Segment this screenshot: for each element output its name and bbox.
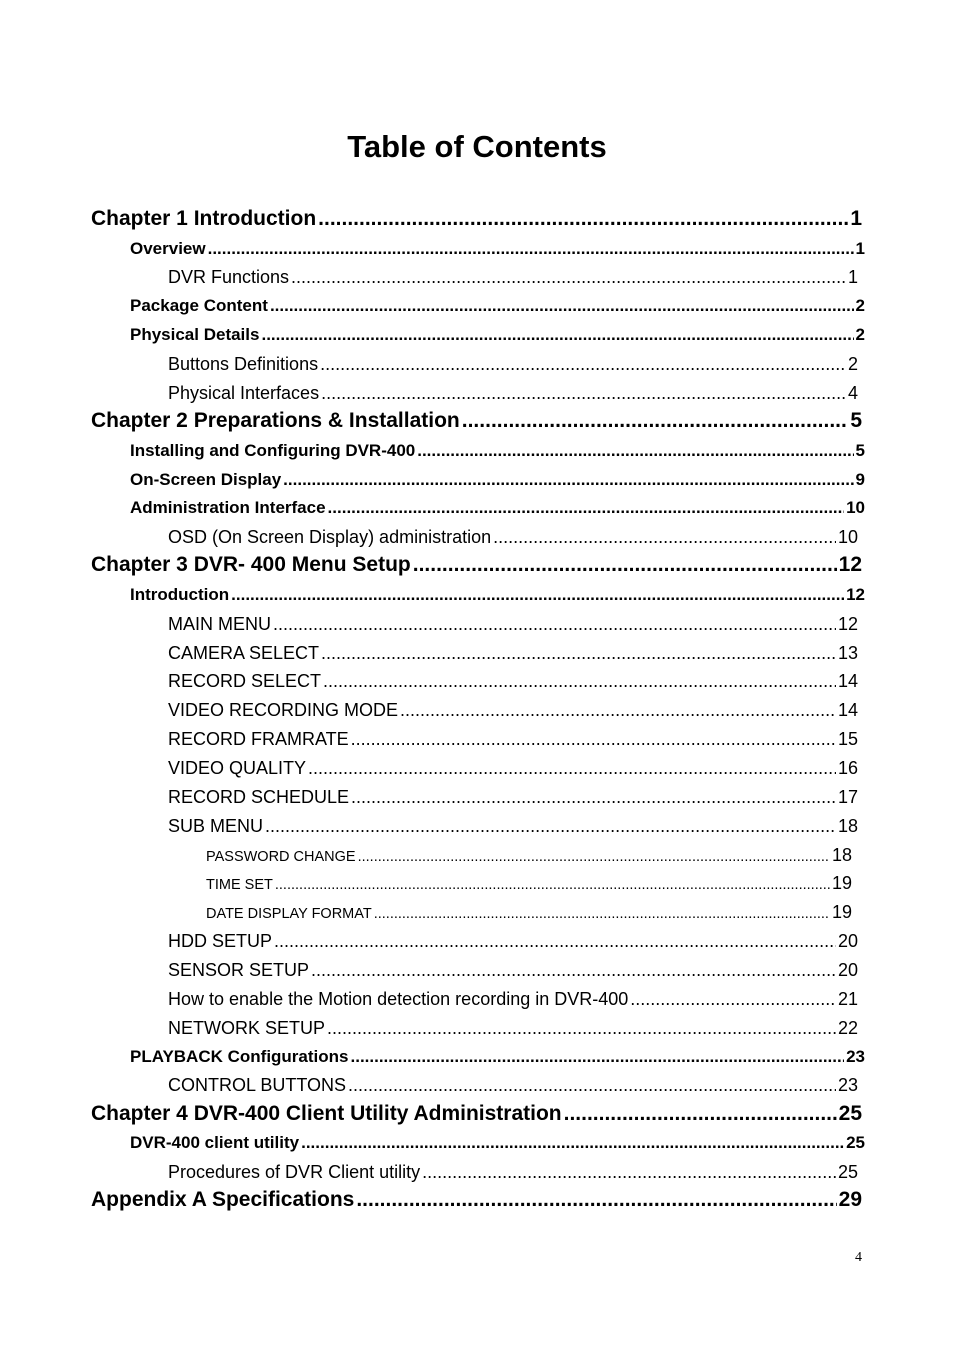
toc-subsection[interactable] <box>168 669 858 693</box>
toc-entry-page: 14 <box>837 671 858 691</box>
toc-entry-label: Installing and Configuring DVR-400 <box>130 441 416 460</box>
toc-entry-label: Administration Interface <box>130 498 326 517</box>
toc-subsection[interactable] <box>168 381 858 405</box>
toc-entry-page: 15 <box>837 729 858 749</box>
toc-entry-label: Introduction <box>130 585 230 604</box>
toc-entry-page: 10 <box>837 527 858 547</box>
toc-entry-label: DVR-400 client utility <box>130 1133 300 1152</box>
toc-subsection[interactable] <box>168 785 858 809</box>
dot-leader <box>270 294 854 318</box>
dot-leader <box>462 407 849 435</box>
toc-entry-label: Chapter 4 DVR-400 Client Utility Administration <box>91 1102 562 1125</box>
toc-appendix[interactable] <box>91 1186 862 1214</box>
toc-entry-page: 25 <box>838 1102 862 1125</box>
dot-leader <box>374 902 830 924</box>
dot-leader <box>261 323 853 347</box>
dot-leader <box>400 698 836 722</box>
toc-subsection[interactable] <box>168 814 858 838</box>
dot-leader <box>301 1131 844 1155</box>
toc-entry-page: 12 <box>838 553 862 576</box>
toc-entry-page: 4 <box>847 383 858 403</box>
dot-leader <box>356 1186 836 1214</box>
toc-entry-page: 23 <box>846 1047 865 1066</box>
toc-subsection[interactable] <box>168 1160 858 1184</box>
toc-entry-page: 18 <box>837 816 858 836</box>
toc-entry-page: 21 <box>837 989 858 1009</box>
toc-subsection[interactable] <box>168 929 858 953</box>
toc-entry-page: 20 <box>837 960 858 980</box>
toc-entry-label: PASSWORD CHANGE <box>206 849 356 865</box>
toc-section[interactable] <box>130 323 865 347</box>
toc-entry-page: 9 <box>855 470 865 489</box>
toc-chapter[interactable] <box>91 205 862 233</box>
dot-leader <box>327 1016 836 1040</box>
toc-entry-label: HDD SETUP <box>168 931 273 951</box>
toc-entry-label: RECORD FRAMRATE <box>168 729 349 749</box>
toc-entry-page: 12 <box>846 585 865 604</box>
toc-entry-page: 23 <box>837 1075 858 1095</box>
toc-section[interactable] <box>130 237 865 261</box>
toc-entry-page: 22 <box>837 1018 858 1038</box>
dot-leader <box>275 873 830 895</box>
dot-leader <box>351 727 836 751</box>
toc-section[interactable] <box>130 583 865 607</box>
dot-leader <box>493 525 836 549</box>
toc-entry-page: 20 <box>837 931 858 951</box>
toc-entry-page: 1 <box>855 239 865 258</box>
dot-leader <box>311 958 836 982</box>
toc-entry-label: RECORD SELECT <box>168 671 322 691</box>
dot-leader <box>351 785 836 809</box>
toc-subsection[interactable] <box>168 1073 858 1097</box>
toc-entry-label: CAMERA SELECT <box>168 643 320 663</box>
page-title: Table of Contents <box>347 129 607 164</box>
dot-leader <box>358 845 830 867</box>
dot-leader <box>417 439 853 463</box>
dot-leader <box>321 641 836 665</box>
toc-entry-label: NETWORK SETUP <box>168 1018 326 1038</box>
dot-leader <box>328 496 845 520</box>
toc-section[interactable] <box>130 496 865 520</box>
dot-leader <box>208 237 854 261</box>
toc-entry-label: TIME SET <box>206 877 273 893</box>
toc-entry-label: SUB MENU <box>168 816 264 836</box>
toc-subsubsection[interactable] <box>206 843 852 867</box>
toc-subsubsection[interactable] <box>206 871 852 895</box>
page-number: 4 <box>855 1250 862 1265</box>
dot-leader <box>273 612 836 636</box>
dot-leader <box>321 381 846 405</box>
dot-leader <box>318 205 848 233</box>
toc-entry-label: VIDEO RECORDING MODE <box>168 700 399 720</box>
toc-section[interactable] <box>130 294 865 318</box>
toc-subsection[interactable] <box>168 958 858 982</box>
toc-entry-page: 2 <box>847 354 858 374</box>
toc-entry-page: 19 <box>831 873 852 893</box>
toc-entry-page: 17 <box>837 787 858 807</box>
toc-entry-page: 1 <box>850 207 862 230</box>
toc-entry-label: Physical Details <box>130 325 260 344</box>
toc-entry-page: 5 <box>855 441 865 460</box>
toc-entry-page: 1 <box>847 267 858 287</box>
toc-entry-page: 2 <box>855 325 865 344</box>
toc-entry-label: DVR Functions <box>168 267 290 287</box>
toc-entry-label: Overview <box>130 239 206 258</box>
toc-subsection[interactable] <box>168 756 858 780</box>
toc-subsubsection[interactable] <box>206 900 852 924</box>
dot-leader <box>320 352 846 376</box>
toc-entry-label: Package Content <box>130 296 268 315</box>
toc-section[interactable] <box>130 1131 865 1155</box>
dot-leader <box>231 583 844 607</box>
toc-entry-page: 12 <box>837 614 858 634</box>
toc-entry-label: Appendix A Specifications <box>91 1188 355 1211</box>
toc-entry-label: How to enable the Motion detection recording in DVR-400 <box>168 989 629 1009</box>
toc-entry-label: RECORD SCHEDULE <box>168 787 350 807</box>
dot-leader <box>630 987 836 1011</box>
toc-entry-page: 18 <box>831 845 852 865</box>
toc-entry-label: OSD (On Screen Display) administration <box>168 527 492 547</box>
toc-entry-page: 29 <box>838 1188 862 1211</box>
toc-entry-label: Procedures of DVR Client utility <box>168 1162 421 1182</box>
toc-subsection[interactable] <box>168 987 858 1011</box>
dot-leader <box>564 1100 837 1128</box>
toc-entry-label: CONTROL BUTTONS <box>168 1075 347 1095</box>
toc-entry-page: 5 <box>850 409 862 432</box>
toc-chapter[interactable] <box>91 1100 862 1128</box>
toc-entry-label: Physical Interfaces <box>168 383 320 403</box>
toc-entry-page: 19 <box>831 902 852 922</box>
toc-entry-page: 25 <box>846 1133 865 1152</box>
dot-leader <box>351 1045 845 1069</box>
toc-subsection[interactable] <box>168 352 858 376</box>
toc-entry-page: 13 <box>837 643 858 663</box>
toc-entry-label: DATE DISPLAY FORMAT <box>206 906 372 922</box>
toc-entry-label: VIDEO QUALITY <box>168 758 307 778</box>
toc-chapter[interactable] <box>91 407 862 435</box>
toc-entry-label: On-Screen Display <box>130 470 282 489</box>
dot-leader <box>308 756 836 780</box>
toc-chapter[interactable] <box>91 551 862 579</box>
toc-subsection[interactable] <box>168 727 858 751</box>
toc-entry-page: 2 <box>855 296 865 315</box>
toc-subsection[interactable] <box>168 1016 858 1040</box>
toc-entry-label: SENSOR SETUP <box>168 960 310 980</box>
toc-section[interactable] <box>130 468 865 492</box>
dot-leader <box>422 1160 836 1184</box>
toc-entry-label: Chapter 3 DVR- 400 Menu Setup <box>91 553 411 576</box>
toc-entry-page: 14 <box>837 700 858 720</box>
dot-leader <box>274 929 836 953</box>
toc-section[interactable] <box>130 1045 865 1069</box>
dot-leader <box>265 814 836 838</box>
toc-entry-label: PLAYBACK Configurations <box>130 1047 349 1066</box>
toc-subsection[interactable] <box>168 641 858 665</box>
dot-leader <box>348 1073 836 1097</box>
dot-leader <box>413 551 837 579</box>
toc-subsection[interactable] <box>168 698 858 722</box>
toc-entry-page: 10 <box>846 498 865 517</box>
toc-entry-page: 25 <box>837 1162 858 1182</box>
toc-entry-label: Chapter 2 Preparations & Installation <box>91 409 460 432</box>
toc-entry-label: Chapter 1 Introduction <box>91 207 317 230</box>
toc-entry-label: MAIN MENU <box>168 614 271 634</box>
dot-leader <box>291 265 846 289</box>
toc-entry-page: 16 <box>837 758 858 778</box>
toc-subsection[interactable] <box>168 525 858 549</box>
toc-subsection[interactable] <box>168 265 858 289</box>
toc-subsection[interactable] <box>168 612 858 636</box>
dot-leader <box>323 669 836 693</box>
toc-entry-label: Buttons Definitions <box>168 354 319 374</box>
dot-leader <box>283 468 853 492</box>
toc-section[interactable] <box>130 439 865 463</box>
